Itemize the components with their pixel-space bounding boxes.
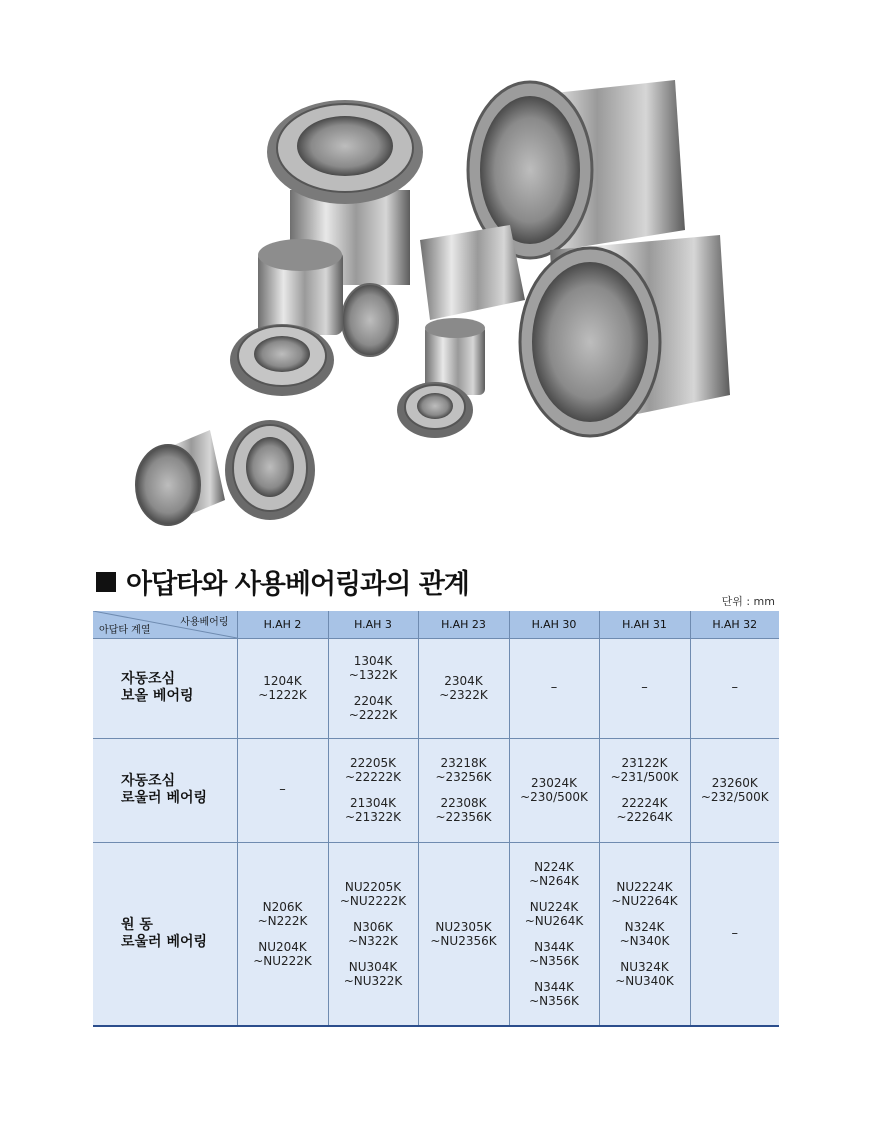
bearing-number: 23218K <box>440 756 487 770</box>
bearing-number: ~NU2356K <box>430 933 497 948</box>
corner-label-adapter: 아답타 계열 <box>99 624 151 636</box>
bearing-range <box>329 880 418 908</box>
adapter-bearing-table <box>93 611 779 1027</box>
adapter-sleeves-photo <box>130 60 750 540</box>
bearing-number: ~NU222K <box>253 953 312 968</box>
table-cell <box>418 638 509 738</box>
bearing-range <box>238 940 328 968</box>
bearing-number: ~N356K <box>529 993 579 1008</box>
bearing-range <box>691 927 780 941</box>
row-header-line: 원 동 <box>121 916 153 933</box>
table-cell <box>418 738 509 842</box>
bearing-range <box>419 796 509 824</box>
bearing-number: 23260K <box>711 776 758 790</box>
table-cell <box>328 842 418 1026</box>
bearing-range <box>329 960 418 988</box>
bearing-range <box>600 880 690 908</box>
table-cell <box>328 638 418 738</box>
row-header-line: 로울러 베어링 <box>121 933 208 950</box>
bearing-number: 22308K <box>440 796 487 810</box>
table-header-row <box>93 611 779 638</box>
bearing-number: ~2322K <box>439 688 488 702</box>
bearing-range <box>238 783 328 797</box>
bearing-range <box>510 860 599 888</box>
bearing-number: 21304K <box>349 796 397 810</box>
not-applicable-mark: – <box>731 680 738 695</box>
bearing-number: N224K <box>534 859 574 874</box>
bearing-number: ~NU322K <box>343 973 403 988</box>
not-applicable-mark: – <box>279 782 286 797</box>
bearing-number: N206K <box>262 899 303 914</box>
column-header: H.AH 32 <box>690 611 779 638</box>
column-header: H.AH 30 <box>509 611 599 638</box>
bearing-range <box>600 796 690 824</box>
bearing-number: ~NU2264K <box>611 893 678 908</box>
bearing-range <box>600 681 690 695</box>
corner-header-cell <box>93 611 237 638</box>
section-heading <box>96 562 469 601</box>
bearing-range <box>600 960 690 988</box>
bearing-number: ~N222K <box>257 913 308 928</box>
bearing-range <box>329 654 418 682</box>
bearing-range <box>329 796 418 824</box>
table-cell <box>418 842 509 1026</box>
bearing-range <box>600 756 690 784</box>
table-cell <box>690 738 779 842</box>
table-cell <box>237 842 328 1026</box>
table-cell <box>599 738 690 842</box>
bearing-number: NU2224K <box>616 879 673 894</box>
bearing-range <box>238 900 328 928</box>
bearing-number: ~N340K <box>619 933 670 948</box>
row-header-line: 보올 베어링 <box>121 688 194 704</box>
bearing-number: ~N322K <box>348 933 398 948</box>
table-row <box>93 638 779 738</box>
bearing-number: N344K <box>534 939 574 954</box>
bearing-number: ~NU264K <box>524 913 584 928</box>
not-applicable-mark: – <box>641 680 648 695</box>
bearing-range <box>510 900 599 928</box>
bearing-number: NU2205K <box>344 879 402 894</box>
bearing-range <box>419 756 509 784</box>
bearing-number: N306K <box>353 919 393 934</box>
bearing-range <box>419 674 509 702</box>
column-header: H.AH 23 <box>418 611 509 638</box>
bearing-number: ~22264K <box>616 810 673 824</box>
bearing-number: 2204K <box>353 694 393 708</box>
bearing-range <box>510 980 599 1008</box>
column-header: H.AH 31 <box>599 611 690 638</box>
table-cell <box>509 638 599 738</box>
row-header-line: 자동조심 <box>121 773 176 789</box>
row-header <box>93 842 237 1026</box>
bearing-range <box>510 681 599 695</box>
bearing-number: ~1222K <box>258 688 307 702</box>
bearing-number: NU204K <box>258 939 307 954</box>
bearing-range <box>238 674 328 702</box>
bearing-number: 23122K <box>621 756 668 770</box>
bearing-range <box>510 940 599 968</box>
bearing-range <box>691 776 780 804</box>
bearing-number: ~231/500K <box>610 770 679 784</box>
bearing-number: 22205K <box>349 756 397 770</box>
bearing-number: ~22222K <box>344 770 402 784</box>
bearing-number: 23024K <box>530 776 578 790</box>
column-header: H.AH 3 <box>328 611 418 638</box>
bearing-number: NU224K <box>529 899 579 914</box>
table-cell <box>690 638 779 738</box>
table-cell <box>237 738 328 842</box>
bearing-number: ~22356K <box>435 810 492 824</box>
bearing-range <box>510 776 599 804</box>
bearing-range <box>329 920 418 948</box>
corner-label-bearing: 사용베어링 <box>180 617 229 628</box>
bearing-number: 22224K <box>621 796 668 810</box>
bearing-range <box>419 920 509 948</box>
table-cell <box>599 638 690 738</box>
table-cell <box>509 738 599 842</box>
unit-note: 단위 : mm <box>721 595 775 608</box>
bearing-number: 1204K <box>263 674 302 688</box>
bearing-range <box>691 681 780 695</box>
bearing-number: 1304K <box>353 654 393 668</box>
bearing-range <box>329 756 418 784</box>
row-header-line: 로울러 베어링 <box>121 790 208 806</box>
bearing-number: ~21322K <box>344 810 402 824</box>
table-cell <box>509 842 599 1026</box>
bearing-number: NU304K <box>348 959 398 974</box>
bearing-range <box>329 694 418 722</box>
bearing-number: ~N356K <box>529 953 579 968</box>
bearing-number: ~1322K <box>348 668 398 682</box>
section-title: 아답타와 사용베어링과의 관계 <box>126 569 469 600</box>
table-row <box>93 842 779 1026</box>
row-header-line: 자동조심 <box>121 671 176 687</box>
not-applicable-mark: – <box>731 925 738 941</box>
bearing-number: 2304K <box>444 674 483 688</box>
bearing-number: N324K <box>624 919 665 934</box>
bearing-number: NU324K <box>620 959 669 974</box>
bearing-number: ~N264K <box>529 873 579 888</box>
bearing-number: ~23256K <box>435 770 492 784</box>
bearing-range <box>600 920 690 948</box>
bearing-number: ~230/500K <box>520 790 588 804</box>
table-cell <box>237 638 328 738</box>
not-applicable-mark: – <box>550 680 558 695</box>
bearing-number: N344K <box>534 979 574 994</box>
table-cell <box>599 842 690 1026</box>
bearing-number: ~2222K <box>348 708 398 722</box>
row-header <box>93 638 237 738</box>
table-cell <box>690 842 779 1026</box>
column-header: H.AH 2 <box>237 611 328 638</box>
table-row <box>93 738 779 842</box>
bearing-number: ~NU340K <box>615 973 674 988</box>
bearing-number: ~NU2222K <box>339 893 407 908</box>
bearing-number: ~232/500K <box>700 790 769 804</box>
row-header <box>93 738 237 842</box>
bearing-number: NU2305K <box>435 919 492 934</box>
square-bullet-icon <box>96 572 116 592</box>
table-cell <box>328 738 418 842</box>
